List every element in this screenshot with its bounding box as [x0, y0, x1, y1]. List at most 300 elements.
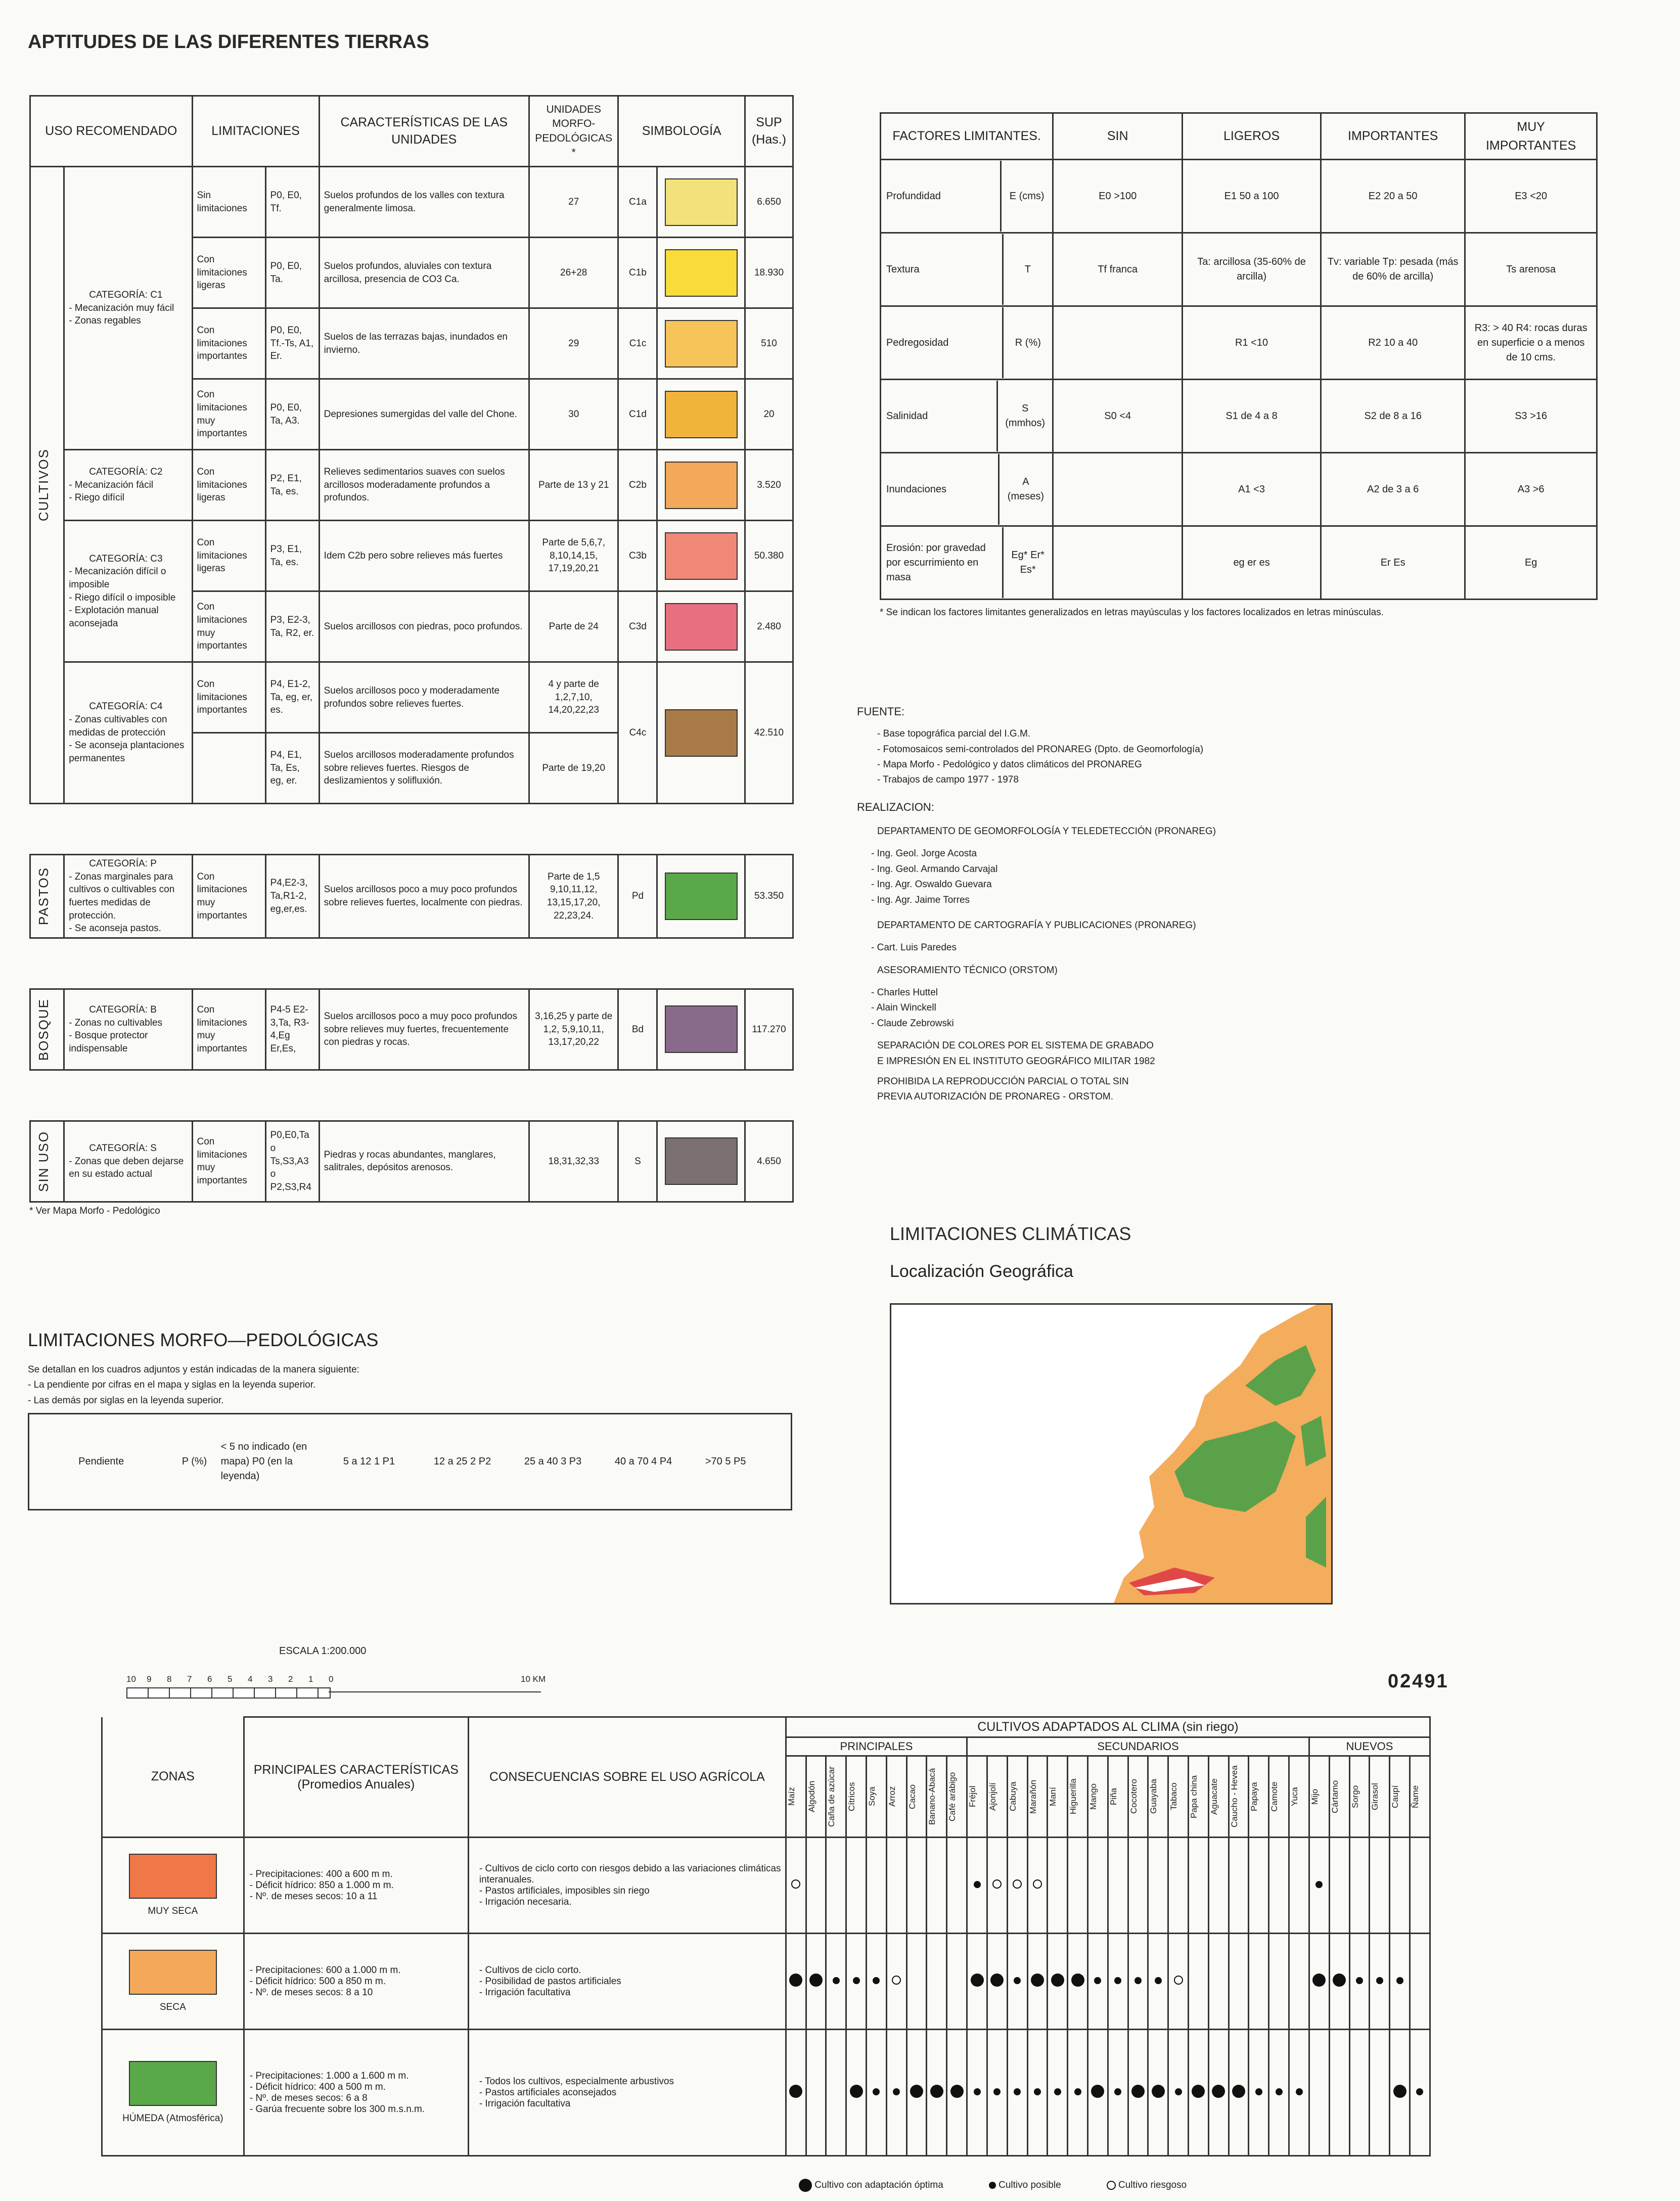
swatch-cell [657, 379, 745, 450]
morfo-line-2: - Las demás por siglas en la leyenda superior. [28, 1395, 224, 1406]
crop-mark-cell [947, 1838, 967, 1934]
fac-header-muy: MUY IMPORTANTES [1465, 113, 1597, 160]
dot-large-icon [1192, 2085, 1205, 2098]
factor-sin [1053, 453, 1183, 526]
crop-name: Arroz [887, 1786, 897, 1807]
codes-cell: P0,E0,Ta o Ts,S3,A3 o P2,S3,R4 [265, 1121, 319, 1202]
dot-large-icon [1232, 2085, 1245, 2098]
zona-cons-line: - Posibilidad de pastos artificiales [479, 1976, 621, 1987]
crop-mark-cell [1289, 1838, 1309, 1934]
crop-mark-cell [1007, 2030, 1027, 2156]
person: - Alain Winckell [871, 1002, 936, 1014]
zona-cons [468, 1838, 786, 1934]
crop-name: Café arábigo [947, 1772, 958, 1821]
crop-mark-cell [1068, 1934, 1088, 2030]
person: - Ing. Agr. Oswaldo Guevara [871, 879, 992, 890]
dot-small-icon [1114, 2088, 1121, 2095]
crop-header [886, 1756, 906, 1838]
color-swatch [665, 1137, 738, 1185]
color-swatch [665, 1005, 738, 1053]
dot-small-icon [873, 1977, 880, 1984]
crop-header [967, 1756, 987, 1838]
limitacion-cell [192, 733, 265, 804]
crop-name: Sorgo [1350, 1785, 1360, 1808]
header-sup: SUP (Has.) [745, 96, 793, 167]
dot-small-icon [873, 2088, 880, 2095]
crop-mark-cell [1269, 1838, 1289, 1934]
pendiente-cell-0: < 5 no indicado (en mapa) P0 (en la leyenda) [216, 1414, 338, 1510]
band-pastos [30, 855, 64, 938]
caracteristicas-cell: Suelos arcillosos con piedras, poco profundos. [319, 591, 529, 662]
symbol-code: C3b [618, 521, 657, 591]
sup-cell: 6.650 [745, 167, 793, 238]
crop-name: Girasol [1370, 1783, 1380, 1810]
crop-mark-cell [1390, 2030, 1410, 2156]
pendiente-cell-5: >70 5 P5 [700, 1414, 792, 1510]
morfo-line-1: - La pendiente por cifras en el mapa y siglas en la leyenda superior. [28, 1380, 316, 1391]
crop-mark-cell [967, 2030, 987, 2156]
zona-swatch [129, 1854, 217, 1899]
factor-name-cell [881, 307, 1003, 378]
dot-large-icon [971, 1974, 984, 1987]
factor-code: R (%) [1003, 307, 1052, 378]
crop-mark-cell [1390, 1934, 1410, 2030]
header-limitaciones: LIMITACIONES [192, 96, 319, 167]
codes-cell: P0, E0, Ta. [265, 238, 319, 308]
dot-large-icon [910, 2085, 923, 2098]
dot-large-icon [1312, 1974, 1326, 1987]
symbol-code: S [618, 1121, 657, 1202]
crop-header [1148, 1756, 1168, 1838]
factor-name: Inundaciones [886, 483, 946, 495]
crop-mark-cell [1048, 1838, 1068, 1934]
crop-mark-cell [1007, 1838, 1027, 1934]
crop-name: Maní [1048, 1787, 1058, 1806]
person: - Cart. Luis Paredes [871, 942, 957, 953]
crop-name: Marañón [1028, 1779, 1038, 1814]
dot-ring-icon [992, 1879, 1002, 1889]
swatch-cell [657, 450, 745, 521]
factor-row [881, 380, 1597, 453]
crop-header [1189, 1756, 1209, 1838]
pendiente-cell-4: 40 a 70 4 P4 [610, 1414, 700, 1510]
dot-small-icon [1416, 2088, 1423, 2095]
zona-cons-line: - Irrigación facultativa [479, 1987, 571, 1998]
unidad-cell: 27 [529, 167, 618, 238]
dot-small-icon [1014, 2088, 1021, 2095]
category-name: CATEGORÍA: C4 [89, 701, 163, 712]
factor-lig: E1 50 a 100 [1183, 160, 1321, 233]
crop-name: Guayaba [1149, 1779, 1159, 1814]
crop-header [1410, 1756, 1430, 1838]
category-note: - Riego difícil [69, 492, 125, 503]
unidad-cell: 3,16,25 y parte de 1,2, 5,9,10,11, 13,17,20,22 [529, 989, 618, 1070]
zona-char-line: - Déficit hídrico: 400 a 500 m m. [249, 2081, 386, 2092]
h-consecuencias: CONSECUENCIAS SOBRE EL USO AGRÍCOLA [468, 1717, 786, 1838]
dot-small-icon [1014, 1977, 1021, 1984]
factor-muy: R3: > 40 R4: rocas duras en superficie o a menos de 10 cms. [1465, 306, 1597, 380]
zona-char-line: - Nº. de meses secos: 8 a 10 [249, 1987, 373, 1998]
zona-char-line: - Precipitaciones: 1.000 a 1.600 m m. [249, 2070, 409, 2081]
category-note: - Zonas regables [69, 315, 141, 327]
crop-mark-cell [1249, 1838, 1269, 1934]
aptitudes-footnote: * Ver Mapa Morfo - Pedológico [29, 1205, 160, 1216]
zona-cons-line: - Todos los cultivos, especialmente arbustivos [479, 2076, 674, 2087]
color-swatch [665, 178, 738, 226]
category-note: - Zonas que deben dejarse en su estado actual [69, 1156, 184, 1180]
legend-riesgoso-text: Cultivo riesgoso [1118, 2180, 1187, 2190]
crop-header [826, 1756, 846, 1838]
crop-header [987, 1756, 1007, 1838]
dot-large-icon [1212, 2085, 1225, 2098]
codes-cell: P4, E1, Ta, Es, eg, er. [265, 733, 319, 804]
crop-mark-cell [1189, 1934, 1209, 2030]
limitacion-cell: Con limitaciones ligeras [192, 521, 265, 591]
crop-mark-cell [1068, 2030, 1088, 2156]
factor-name-cell [881, 454, 998, 525]
sup-cell: 117.270 [745, 989, 793, 1070]
symbol-code: Pd [618, 855, 657, 938]
crop-mark-cell [806, 1838, 826, 1934]
dot-small-icon [893, 2088, 900, 2095]
crop-mark-cell [1229, 1838, 1249, 1934]
scale-tick: 1 [308, 1674, 313, 1684]
swatch-cell [657, 167, 745, 238]
crop-name: Caucho - Hevea [1229, 1765, 1239, 1828]
factor-code: S (mmhos) [997, 381, 1053, 451]
category-note: - Zonas cultivables con medidas de protección [69, 714, 167, 738]
factor-row [881, 160, 1597, 233]
crop-mark-cell [786, 1838, 806, 1934]
color-swatch [665, 873, 738, 920]
caracteristicas-cell: Depresiones sumergidas del valle del Chone. [319, 379, 529, 450]
swatch-cell [657, 308, 745, 379]
h-caracteristicas: PRINCIPALES CARACTERÍSTICAS (Promedios Anuales) [244, 1717, 468, 1838]
factor-lig: S1 de 4 a 8 [1183, 380, 1321, 453]
crop-mark-cell [1309, 1934, 1329, 2030]
caracteristicas-cell: Suelos profundos de los valles con textura generalmente limosa. [319, 167, 529, 238]
dot-large-icon [1393, 2085, 1406, 2098]
crop-mark-cell [1309, 2030, 1329, 2156]
limitacion-cell: Con limitaciones muy importantes [192, 379, 265, 450]
header-star: * [571, 146, 576, 158]
crop-mark-cell [1007, 1934, 1027, 2030]
crop-mark-cell [867, 2030, 887, 2156]
pendiente-code: P (%) [173, 1414, 215, 1510]
factor-name-cell [881, 527, 1003, 598]
crop-header [806, 1756, 826, 1838]
crop-mark-cell [947, 2030, 967, 2156]
band-label: SIN USO [36, 1130, 51, 1192]
codes-cell: P0, E0, Tf. [265, 167, 319, 238]
crop-header [1269, 1756, 1289, 1838]
crop-group-header: SECUNDARIOS [967, 1737, 1309, 1756]
crop-header [846, 1756, 867, 1838]
crop-mark-cell [806, 2030, 826, 2156]
category-name: CATEGORÍA: P [89, 858, 157, 869]
crop-header [1249, 1756, 1269, 1838]
band-label: CULTIVOS [36, 448, 51, 522]
group-spacer [30, 804, 793, 855]
factor-lig: A1 <3 [1183, 453, 1321, 526]
scale-tick: 6 [207, 1674, 212, 1684]
sup-cell: 2.480 [745, 591, 793, 662]
crop-mark-cell [1229, 2030, 1249, 2156]
factor-row [881, 306, 1597, 380]
crop-mark-cell [1289, 1934, 1309, 2030]
codes-cell: P4,E2-3, Ta,R1-2, eg,er,es. [265, 855, 319, 938]
crop-header [1007, 1756, 1027, 1838]
aptitud-row [30, 989, 793, 1070]
crop-mark-cell [1108, 1838, 1128, 1934]
caracteristicas-cell: Suelos de las terrazas bajas, inundados en invierno. [319, 308, 529, 379]
factor-sin [1053, 306, 1183, 380]
crop-mark-cell [967, 1934, 987, 2030]
zona-name: HÚMEDA (Atmosférica) [122, 2113, 223, 2124]
dot-ring-icon [1013, 1879, 1022, 1889]
crop-group-header: PRINCIPALES [786, 1737, 967, 1756]
dot-small-icon [1155, 1977, 1162, 1984]
factor-name-cell [881, 161, 1001, 232]
dot-large-icon [799, 2179, 812, 2192]
category-cell [64, 855, 192, 938]
sup-cell: 42.510 [745, 662, 793, 804]
scale-tick: 10 KM [521, 1674, 546, 1684]
zona-cons [468, 1934, 786, 2030]
crop-header [1370, 1756, 1390, 1838]
crop-mark-cell [1410, 1934, 1430, 2030]
symbol-code: C2b [618, 450, 657, 521]
morfo-intro-block [28, 1362, 533, 1408]
group-spacer [30, 1070, 793, 1121]
dot-small-icon [1134, 1977, 1142, 1984]
zona-name: MUY SECA [148, 1906, 198, 1916]
crop-mark-cell [1128, 1838, 1148, 1934]
group-spacer [30, 938, 793, 989]
swatch-cell [657, 662, 745, 804]
header-unidades-text: UNIDADES MORFO-PEDOLÓGICAS [535, 103, 613, 144]
crop-header [867, 1756, 887, 1838]
dot-small-icon [1396, 1977, 1403, 1984]
crop-mark-cell [1229, 1934, 1249, 2030]
scale-tick: 4 [248, 1674, 253, 1684]
crop-mark-cell [1027, 1934, 1048, 2030]
zona-swatch [129, 1950, 217, 1995]
dot-small-icon [974, 1881, 981, 1888]
crop-mark-cell [1410, 1838, 1430, 1934]
crop-name: Soya [867, 1786, 877, 1807]
crop-mark-cell [967, 1838, 987, 1934]
zona-name: SECA [160, 2002, 186, 2012]
zona-char-line: - Déficit hídrico: 500 a 850 m m. [249, 1976, 386, 1987]
crop-mark-cell [1208, 1934, 1229, 2030]
category-note: - Mecanización difícil o imposible [69, 566, 166, 590]
zona-char-line: - Precipitaciones: 600 a 1.000 m m. [249, 1964, 401, 1976]
zona-cell [102, 2030, 244, 2156]
crop-mark-cell [867, 1838, 887, 1934]
crop-mark-cell [927, 2030, 947, 2156]
category-note: - Bosque protector indispensable [69, 1030, 148, 1054]
dot-small-icon [833, 1977, 840, 1984]
location-map [890, 1303, 1333, 1604]
category-note: - Zonas no cultivables [69, 1017, 163, 1028]
person: - Claude Zebrowski [871, 1018, 954, 1029]
symbol-code: C1d [618, 379, 657, 450]
sup-cell: 50.380 [745, 521, 793, 591]
unidad-cell: Parte de 13 y 21 [529, 450, 618, 521]
factor-imp: E2 20 a 50 [1321, 160, 1465, 233]
crop-mark-cell [786, 1934, 806, 2030]
category-cell [64, 450, 192, 521]
location-map-graphic [891, 1305, 1331, 1603]
legend-optima [799, 2179, 943, 2192]
crop-name: Tabaco [1169, 1782, 1179, 1811]
crop-mark-cell [1148, 2030, 1168, 2156]
crop-mark-cell [846, 1838, 867, 1934]
fac-header-0: FACTORES LIMITANTES. [881, 113, 1053, 160]
pendiente-cell-3: 25 a 40 3 P3 [519, 1414, 610, 1510]
factor-name-wrap [881, 306, 1053, 380]
caracteristicas-cell: Suelos arcillosos poco y moderadamente profundos sobre relieves fuertes. [319, 662, 529, 733]
dot-small-icon [974, 2088, 981, 2095]
dept1: DEPARTAMENTO DE GEOMORFOLOGÍA Y TELEDETECCIÓN (PRONAREG) [877, 826, 1216, 837]
crop-name: Cítricos [847, 1782, 857, 1811]
dot-large-icon [789, 1974, 802, 1987]
limitacion-cell: Con limitaciones importantes [192, 662, 265, 733]
zona-cons-line: - Irrigación facultativa [479, 2098, 571, 2109]
crop-mark-cell [846, 1934, 867, 2030]
crop-mark-cell [906, 1934, 927, 2030]
zona-swatch [129, 2061, 217, 2106]
category-cell [64, 521, 192, 662]
swatch-cell [657, 591, 745, 662]
swatch-cell [657, 521, 745, 591]
crop-mark-cell [1349, 1934, 1370, 2030]
unidad-cell: 30 [529, 379, 618, 450]
swatch-cell [657, 1121, 745, 1202]
sup-cell: 53.350 [745, 855, 793, 938]
fuente-item: - Trabajos de campo 1977 - 1978 [877, 774, 1019, 786]
swatch-cell [657, 238, 745, 308]
band-sin-uso [30, 1121, 64, 1202]
band-label: PASTOS [36, 867, 51, 926]
zona-cons-line: - Cultivos de ciclo corto con riesgos debido a las variaciones climáticas interanuales. [479, 1863, 781, 1885]
factor-imp: S2 de 8 a 16 [1321, 380, 1465, 453]
crop-header [1087, 1756, 1108, 1838]
crop-mark-cell [1370, 1838, 1390, 1934]
symbol-code: C1a [618, 167, 657, 238]
aptitud-row [30, 1121, 793, 1202]
crop-mark-cell [867, 1934, 887, 2030]
zona-cons-line: - Irrigación necesaria. [479, 1896, 572, 1907]
factor-muy: Ts arenosa [1465, 233, 1597, 306]
person: - Ing. Agr. Jaime Torres [871, 894, 970, 905]
factor-imp: Er Es [1321, 526, 1465, 600]
scale-tick: 5 [228, 1674, 233, 1684]
dot-large-icon [1051, 1974, 1064, 1987]
crop-header [1349, 1756, 1370, 1838]
factor-name-wrap [881, 453, 1053, 526]
caracteristicas-cell: Suelos arcillosos poco a muy poco profundos sobre relieves muy fuertes, frecuentemente con piedras y rocas. [319, 989, 529, 1070]
sup-cell: 4.650 [745, 1121, 793, 1202]
zona-row [102, 1934, 1430, 2030]
factor-code: T [1003, 234, 1052, 305]
symbol-code: C1c [618, 308, 657, 379]
dot-large-icon [850, 2085, 863, 2098]
dot-large-icon [1091, 2085, 1104, 2098]
realizacion-title: REALIZACION: [857, 800, 934, 813]
header-unidades [529, 96, 618, 167]
category-name: CATEGORÍA: C1 [89, 290, 163, 301]
crop-mark-cell [1027, 2030, 1048, 2156]
scale-tick: 7 [187, 1674, 192, 1684]
crop-mark-cell [1168, 1934, 1189, 2030]
factor-muy: S3 >16 [1465, 380, 1597, 453]
symbol-code: C1b [618, 238, 657, 308]
factor-name: Salinidad [886, 410, 928, 422]
caracteristicas-cell: Relieves sedimentarios suaves con suelos arcillosos moderadamente profundos a profundos. [319, 450, 529, 521]
factor-sin: E0 >100 [1053, 160, 1183, 233]
crop-mark-cell [1168, 1838, 1189, 1934]
dot-small-icon [993, 2088, 1001, 2095]
category-note: - Mecanización muy fácil [69, 302, 174, 313]
crop-mark-cell [1087, 1838, 1108, 1934]
band-cultivos [30, 167, 64, 804]
crop-name: Yuca [1290, 1787, 1300, 1806]
band-label: BOSQUE [36, 998, 51, 1061]
dept2: DEPARTAMENTO DE CARTOGRAFÍA Y PUBLICACIONES (PRONAREG) [877, 920, 1196, 931]
aptitud-row [30, 521, 793, 591]
dot-large-icon [1071, 1974, 1084, 1987]
morfo-intro: Se detallan en los cuadros adjuntos y están indicadas de la manera siguiente: [28, 1364, 359, 1375]
category-note: - Riego difícil o imposible [69, 592, 176, 603]
crop-name: Papa china [1189, 1775, 1199, 1818]
fuente-item: - Base topográfica parcial del I.G.M. [877, 728, 1031, 740]
crop-header [927, 1756, 947, 1838]
crop-mark-cell [806, 1934, 826, 2030]
crop-header [1108, 1756, 1128, 1838]
dot-large-icon [950, 2085, 964, 2098]
crop-mark-cell [1309, 1838, 1329, 1934]
crop-mark-cell [1189, 2030, 1209, 2156]
crop-mark-cell [906, 2030, 927, 2156]
dot-small-icon [1054, 2088, 1061, 2095]
crop-mark-cell [1108, 2030, 1128, 2156]
dot-large-icon [990, 1974, 1004, 1987]
dot-large-icon [1152, 2085, 1165, 2098]
limitacion-cell: Con limitaciones importantes [192, 308, 265, 379]
header-simbologia: SIMBOLOGÍA [618, 96, 745, 167]
codes-cell: P3, E1, Ta, es. [265, 521, 319, 591]
pendiente-cell-1: 5 a 12 1 P1 [338, 1414, 429, 1510]
crop-mark-cell [1128, 1934, 1148, 2030]
crop-mark-cell [1087, 2030, 1108, 2156]
crop-header [1229, 1756, 1249, 1838]
factor-imp: A2 de 3 a 6 [1321, 453, 1465, 526]
aptitud-row [30, 855, 793, 938]
zona-row [102, 1838, 1430, 1934]
fuente-block [857, 703, 1312, 1105]
crop-mark-cell [1370, 2030, 1390, 2156]
crop-mark-cell [987, 1934, 1007, 2030]
swatch-cell [657, 989, 745, 1070]
crop-name: Fréjol [968, 1785, 978, 1808]
zona-chars [244, 1838, 468, 1934]
note-separacion: SEPARACIÓN DE COLORES POR EL SISTEMA DE GRABADO E IMPRESIÓN EN EL INSTITUTO GEOGRÁFICO MILITAR 1982 [877, 1040, 1155, 1067]
color-swatch [665, 391, 738, 438]
factor-row [881, 526, 1597, 600]
symbol-code: C4c [618, 662, 657, 804]
